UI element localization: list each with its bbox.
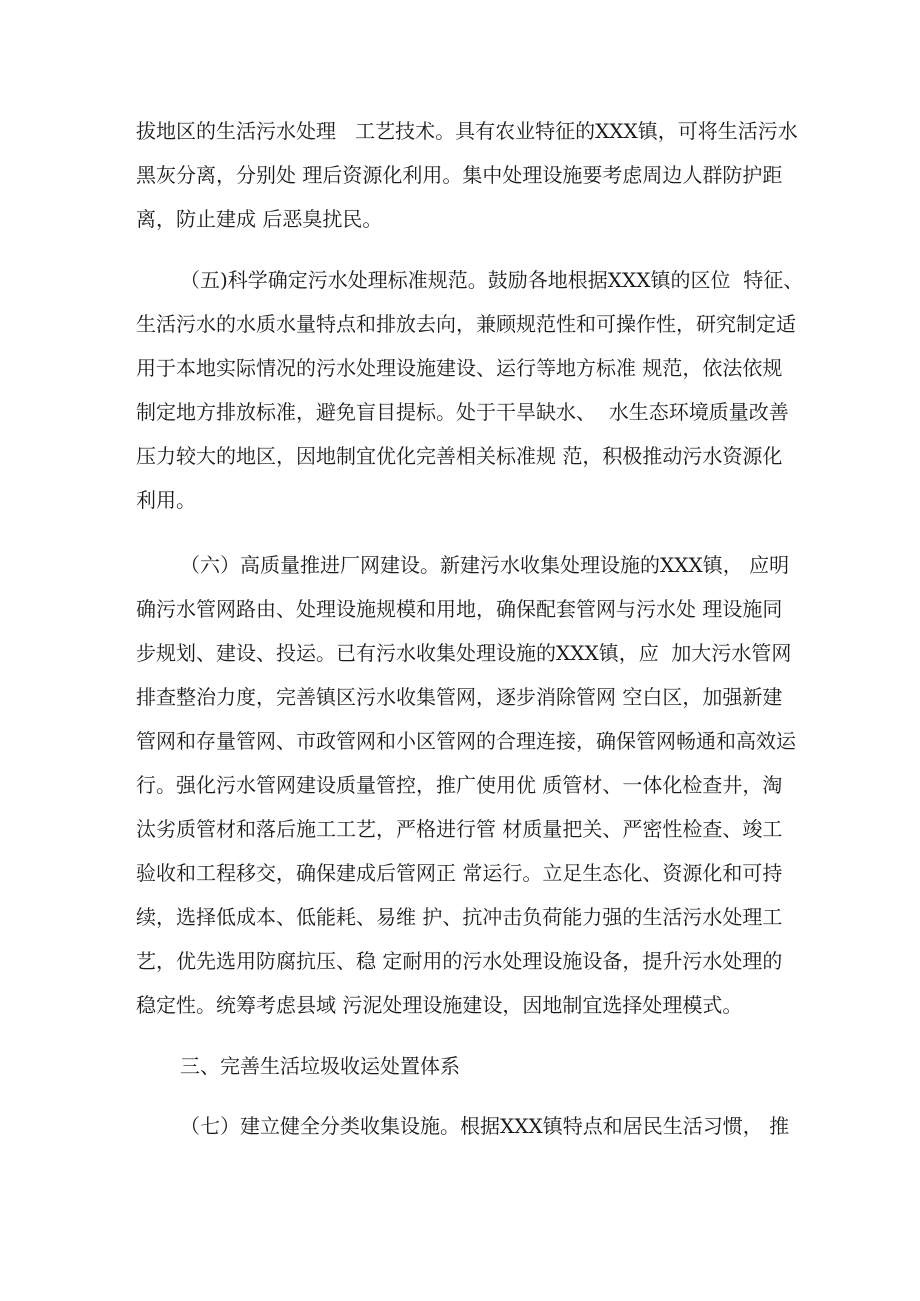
paragraph-line: （七）建立健全分类收集设施。根据XXX镇特点和居民生活习惯， 推	[180, 1114, 790, 1138]
paragraph-line: 管网和存量管网、市政管网和小区管网的合理连接，确保管网畅通和高效运	[136, 729, 796, 753]
paragraph-line: 黑灰分离，分别处 理后资源化利用。集中处理设施要考虑周边人群防护距	[136, 163, 783, 187]
paragraph-line: 利用。	[136, 488, 196, 512]
paragraph-line: 续，选择低成本、低能耗、易维 护、抗冲击负荷能力强的生活污水处理工	[136, 905, 783, 929]
paragraph-line: 拔地区的生活污水处理 工艺技术。具有农业特征的XXX镇，可将生活污水	[136, 119, 798, 143]
paragraph-line: 排查整治力度，完善镇区污水收集管网，逐步消除管网 空白区，加强新建	[136, 685, 783, 709]
paragraph-line: 艺，优先选用防腐抗压、稳 定耐用的污水处理设施设备，提升污水处理的	[136, 949, 783, 973]
paragraph-line: 步规划、建设、投运。已有污水收集处理设施的XXX镇，应 加大污水管网	[136, 641, 792, 665]
paragraph-line: 生活污水的水质水量特点和排放去向，兼顾规范性和可操作性，研究制定适	[136, 312, 796, 336]
paragraph-line: 汰劣质管材和落后施工工艺，严格进行管 材质量把关、严密性检查、竣工	[136, 817, 783, 841]
paragraph-line: 用于本地实际情况的污水处理设施建设、运行等地方标准 规范，依法依规	[136, 356, 783, 380]
paragraph-line: 稳定性。统筹考虑县域 污泥处理设施建设，因地制宜选择处理模式。	[136, 993, 743, 1017]
paragraph-line: 制定地方排放标准，避免盲目提标。处于干旱缺水、 水生态环境质量改善	[136, 400, 789, 424]
section-heading: 三、完善生活垃圾收运处置体系	[180, 1054, 460, 1078]
paragraph-line: 验收和工程移交，确保建成后管网正 常运行。立足生态化、资源化和可持	[136, 861, 783, 885]
paragraph-line: 行。强化污水管网建设质量管控，推广使用优 质管材、一体化检查井，淘	[136, 773, 783, 797]
paragraph-line: 离，防止建成 后恶臭扰民。	[136, 207, 383, 231]
paragraph-line: 压力较大的地区，因地制宜优化完善相关标准规 范，积极推动污水资源化	[136, 444, 783, 468]
paragraph-line: （五)科学确定污水处理标准规范。鼓励各地根据XXX镇的区位 特征、	[180, 268, 804, 292]
paragraph-line: （六）高质量推进厂网建设。新建污水收集处理设施的XXX镇， 应明	[180, 553, 790, 577]
paragraph-line: 确污水管网路由、处理设施规模和用地，确保配套管网与污水处 理设施同	[136, 597, 783, 621]
